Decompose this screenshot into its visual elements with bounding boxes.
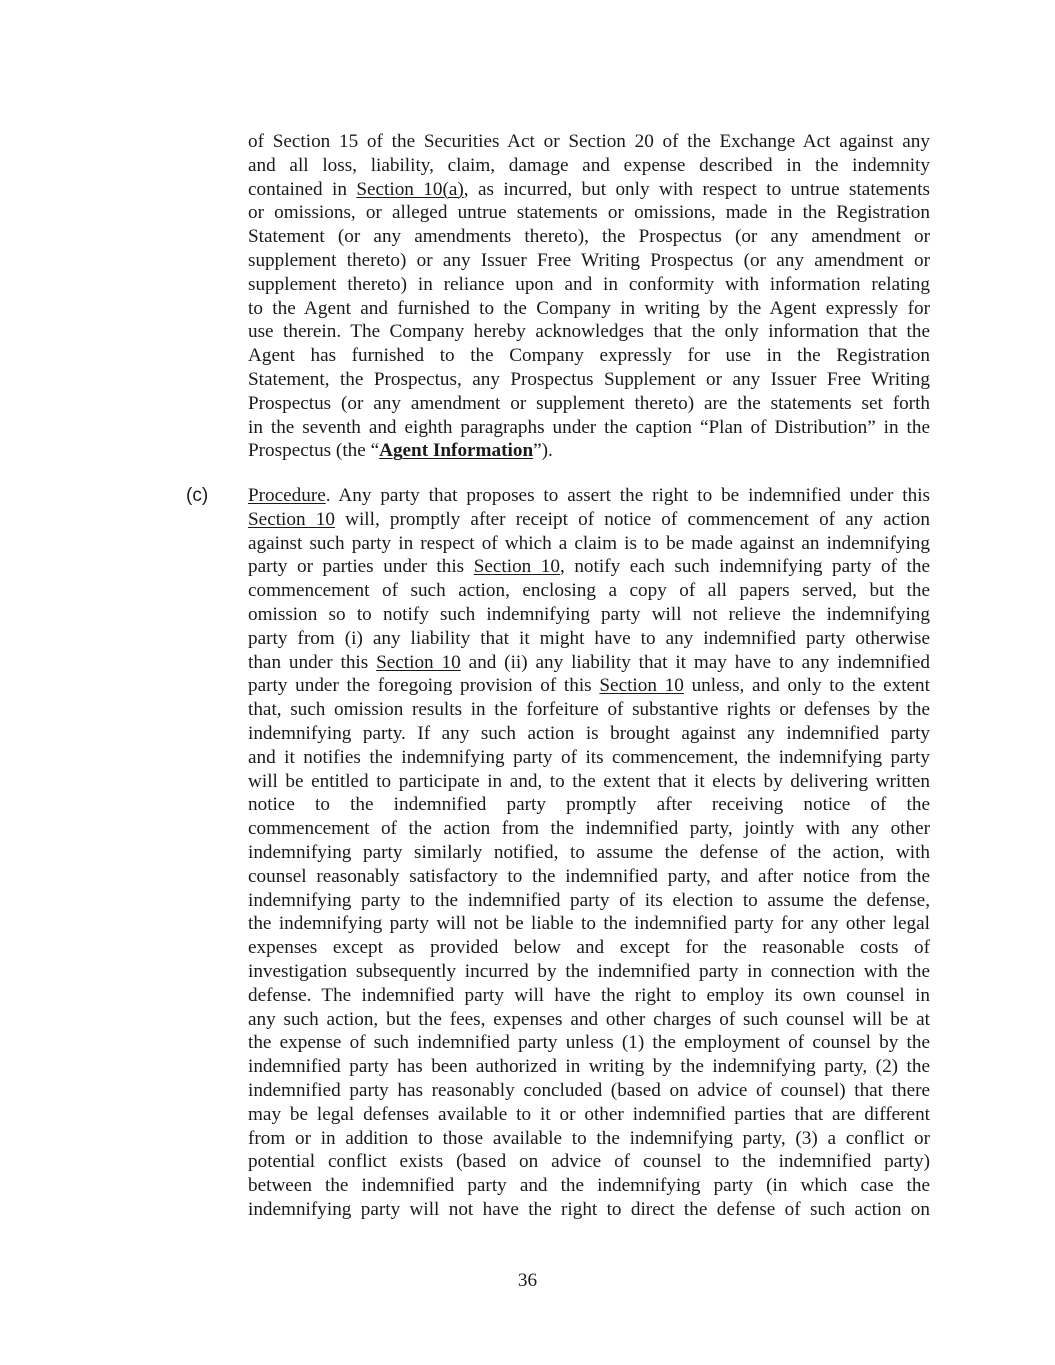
text-line (248, 865, 930, 889)
section-reference: Section 10 (248, 508, 335, 530)
text-run: supplement thereto) in reliance upon and in conformity with information relating (248, 273, 930, 295)
text-run: from or in addition to those available to the indemnifying party, (3) a conflict or (248, 1127, 930, 1149)
text-line (248, 225, 930, 249)
text-run: indemnifying party to the indemnified party of its election to assume the defense, (248, 889, 930, 911)
text-run: the indemnifying party will not be liable to the indemnified party for any other legal (248, 913, 930, 935)
text-run: , as incurred, but only with respect to untrue statements (463, 178, 930, 200)
text-line (248, 484, 930, 508)
text-run: commencement of such action, enclosing a copy of all papers served, but the (248, 580, 930, 602)
text-line (248, 1055, 930, 1079)
text-run: indemnifying party similarly notified, to assume the defense of the action, with (248, 842, 930, 863)
text-run: . Any party that proposes to assert the right to be indemnified under this (325, 485, 930, 506)
text-line (248, 889, 930, 913)
text-run: omission so to notify such indemnifying party will not relieve the indemnifying (248, 604, 930, 625)
text-line (248, 178, 930, 202)
text-line (248, 912, 930, 936)
text-run: indemnifying party. If any such action is brought against any indemnified party (248, 723, 930, 744)
text-run: between the indemnified party and the indemnifying party (in which case the (248, 1175, 930, 1197)
text-run: or omissions, or alleged untrue statements or omissions, made in the Registration (248, 202, 930, 224)
text-run: against such party in respect of which a claim is to be made against an indemnifying (248, 532, 930, 554)
text-run: contained in (248, 178, 357, 200)
text-line (248, 770, 930, 794)
text-line (248, 297, 930, 321)
text-line (248, 320, 930, 344)
text-line (248, 344, 930, 368)
text-run: Statement (or any amendments thereto), the Prospectus (or any amendment or (248, 226, 930, 248)
section-reference: Section 10(a) (356, 178, 464, 200)
text-run: any such action, but the fees, expenses and other charges of such counsel will be at (248, 1008, 930, 1030)
text-line (248, 793, 930, 817)
text-run: the expense of such indemnified party unless (1) the employment of counsel by the (248, 1032, 930, 1054)
text-line (248, 130, 930, 154)
text-run: commencement of the action from the indemnified party, jointly with any other (248, 818, 930, 840)
text-run: use therein. The Company hereby acknowledges that the only information that the (248, 321, 930, 343)
text-line (248, 439, 930, 463)
text-run: in the seventh and eighth paragraphs under the caption “Plan of Distribution” in the (248, 416, 930, 438)
text-run: supplement thereto) or any Issuer Free Writing Prospectus (or any amendment or (248, 250, 930, 271)
text-run: expenses except as provided below and except for the reasonable costs of (248, 937, 930, 959)
text-line (248, 368, 930, 392)
text-run: Agent has furnished to the Company expressly for use in the Registration (248, 345, 930, 367)
text-line (248, 1103, 930, 1127)
text-line (248, 249, 930, 273)
text-run: will, promptly after receipt of notice of commencement of any action (334, 508, 930, 530)
text-line (248, 273, 930, 297)
text-run: may be legal defenses available to it or other indemnified parties that are different (248, 1103, 930, 1125)
text-run: and it notifies the indemnifying party of its commencement, the indemnifying party (248, 746, 930, 768)
section-reference: Section 10 (473, 556, 560, 578)
text-line (248, 627, 930, 651)
text-run: to the Agent and furnished to the Company in writing by the Agent expressly for (248, 297, 930, 319)
text-run: , notify each such indemnifying party of the (560, 556, 930, 578)
section-c-marker: (c) (186, 485, 209, 506)
text-line (248, 1150, 930, 1174)
text-line (248, 1031, 930, 1055)
text-run: will be entitled to participate in and, to the extent that it elects by delivering written (248, 770, 930, 792)
text-run: indemnified party has been authorized in writing by the indemnifying party, (2) the (248, 1056, 930, 1078)
text-run: that, such omission results in the forfeiture of substantive rights or defenses by the (248, 699, 930, 721)
text-run: and (ii) any liability that it may have to any indemnified (460, 651, 930, 673)
section-reference: Section 10 (376, 651, 461, 673)
text-run: Statement, the Prospectus, any Prospectus Supplement or any Issuer Free Writing (248, 369, 930, 390)
text-line (248, 392, 930, 416)
text-run: party or parties under this (248, 556, 474, 578)
text-line (248, 674, 930, 698)
text-run: party from (i) any liability that it might have to any indemnified party otherwise (248, 627, 930, 649)
section-reference: Agent Information (379, 440, 534, 462)
text-run: investigation subsequently incurred by the indemnified party in connection with the (248, 961, 930, 982)
text-line (248, 817, 930, 841)
text-line (248, 416, 930, 440)
text-run: of Section 15 of the Securities Act or Section 20 of the Exchange Act against any (248, 131, 930, 152)
text-run: and all loss, liability, claim, damage and expense described in the indemnity (248, 154, 930, 176)
text-line (248, 579, 930, 603)
text-line (248, 1008, 930, 1032)
text-line (248, 722, 930, 746)
text-line (248, 1198, 930, 1222)
text-line (248, 936, 930, 960)
text-run: notice to the indemnified party promptly after receiving notice of the (248, 794, 930, 816)
section-reference: Section 10 (599, 675, 684, 697)
text-run: counsel reasonably satisfactory to the indemnified party, and after notice from the (248, 865, 930, 887)
text-line (248, 1127, 930, 1151)
section-reference: Procedure (248, 485, 326, 506)
text-line (248, 532, 930, 556)
text-run: Prospectus (the “ (248, 440, 380, 462)
text-line (248, 154, 930, 178)
text-run: potential conflict exists (based on advice of counsel to the indemnified party) (248, 1151, 930, 1173)
text-run: party under the foregoing provision of this (248, 675, 600, 697)
text-line (248, 508, 930, 532)
text-run: ”). (533, 440, 553, 462)
text-line (248, 698, 930, 722)
text-run: defense. The indemnified party will have the right to employ its own counsel in (248, 984, 930, 1006)
text-run: indemnifying party will not have the right to direct the defense of such action on (248, 1199, 930, 1220)
text-line (248, 651, 930, 675)
text-line (248, 841, 930, 865)
page-number: 36 (517, 1270, 538, 1291)
text-line (248, 746, 930, 770)
text-line (248, 603, 930, 627)
text-line (248, 1174, 930, 1198)
text-line (248, 984, 930, 1008)
text-run: than under this (248, 651, 377, 673)
text-line (248, 555, 930, 579)
text-line (248, 201, 930, 225)
text-run: unless, and only to the extent (683, 675, 930, 697)
text-line (248, 960, 930, 984)
text-run: indemnified party has reasonably concluded (based on advice of counsel) that there (248, 1080, 930, 1101)
text-line (248, 1079, 930, 1103)
text-run: Prospectus (or any amendment or supplement thereto) are the statements set forth (248, 392, 930, 414)
